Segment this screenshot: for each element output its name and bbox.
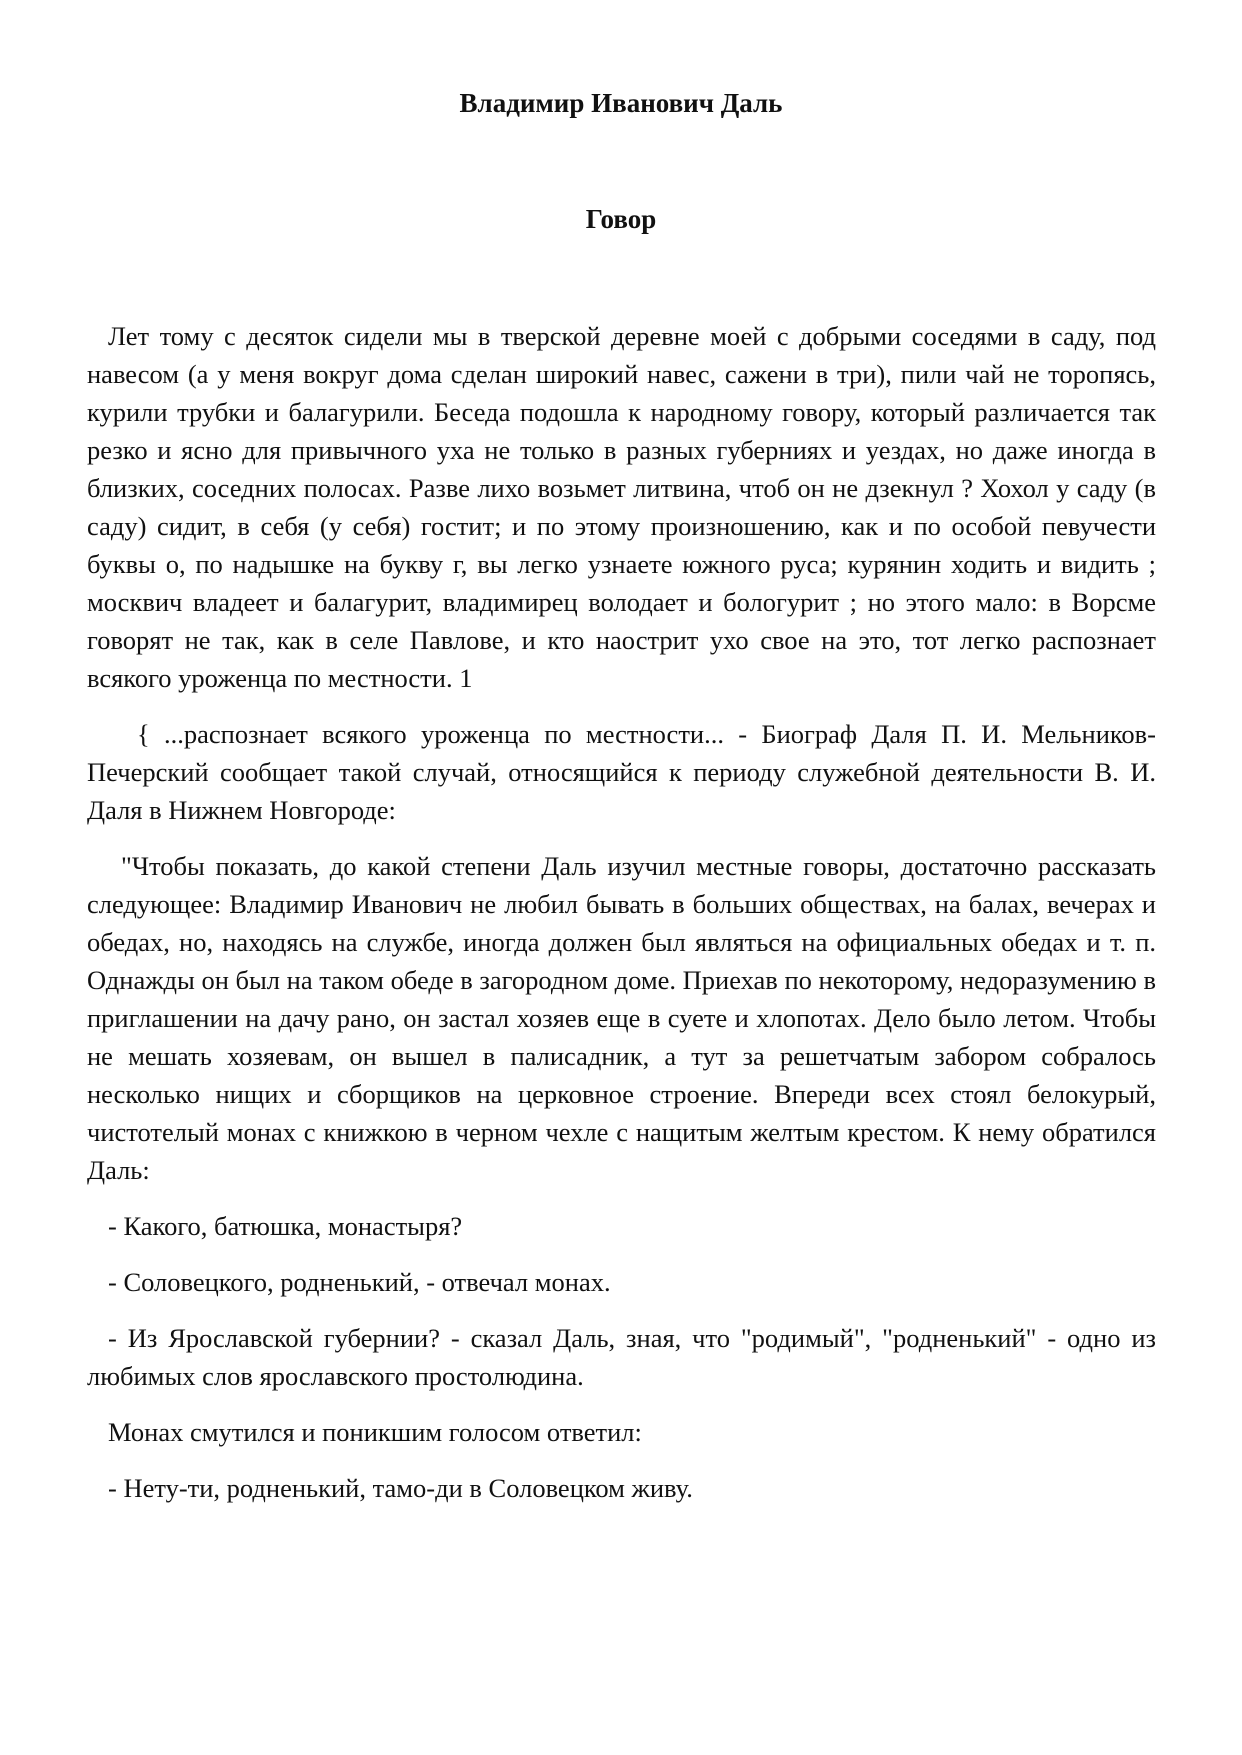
page-title: Говор [585,204,657,234]
paragraph-footnote: { ...распознает всякого уроженца по местности... - Биограф Даля П. И. Мельников-Печерский сообщает такой случай, относящийся к периоду служебной деятельности В. И. Даля в Нижнем Новгороде: [87,719,1156,825]
document-body [87,317,1156,1525]
dialogue-line: - Какого, батюшка, монастыря? [108,1211,463,1241]
dialogue-line: - Нету-ти, родненький, тамо-ди в Соловецком живу. [108,1473,693,1503]
dialogue-line: - Из Ярославской губернии? - сказал Даль, зная, что "родимый", "родненький" - одно из любимых слов ярославского простолюдина. [87,1323,1156,1391]
paragraph-intro: Лет тому с десяток сидели мы в тверской деревне моей с добрыми соседями в саду, под навесом (а у меня вокруг дома сделан широкий навес, сажени в три), пили чай не торопясь, курили трубки и балагурили. Беседа подошла к народному говору, который различается так резко и ясно для привычного уха не только в разных губерниях и уездах, но даже иногда в близких, соседних полосах. Разве лихо возьмет литвина, чтоб он не дзекнул ? Хохол у саду (в саду) сидит, в себя (у себя) гостит; и по этому произношению, как и по особой певучести буквы о, по надышке на букву г, вы легко узнаете южного руса; курянин ходить и видить ; москвич владеет и балагурит, владимирец володает и бологурит ; но этого мало: в Ворсме говорят не так, как в селе Павлове, и кто наострит ухо свое на это, тот легко распознает всякого уроженца по местности. 1 [87,321,1156,693]
author-heading: Владимир Иванович Даль [459,88,783,118]
dialogue-line: - Соловецкого, родненький, - отвечал монах. [108,1267,611,1297]
narration-line: Монах смутился и поникшим голосом ответил: [108,1417,642,1447]
paragraph-quote: "Чтобы показать, до какой степени Даль изучил местные говоры, достаточно рассказать следующее: Владимир Иванович не любил бывать в больших обществах, на балах, вечерах и обедах, но, находясь на службе, иногда должен был являться на официальных обедах и т. п. Однажды он был на таком обеде в загородном доме. Приехав по некоторому, недоразумению в приглашении на дачу рано, он застал хозяев еще в суете и хлопотах. Дело было летом. Чтобы не мешать хозяевам, он вышел в палисадник, а тут за решетчатым забором собралось несколько нищих и сборщиков на церковное строение. Впереди всех стоял белокурый, чистотелый монах с книжкою в черном чехле с нащитым желтым крестом. К нему обратился Даль: [87,851,1156,1185]
